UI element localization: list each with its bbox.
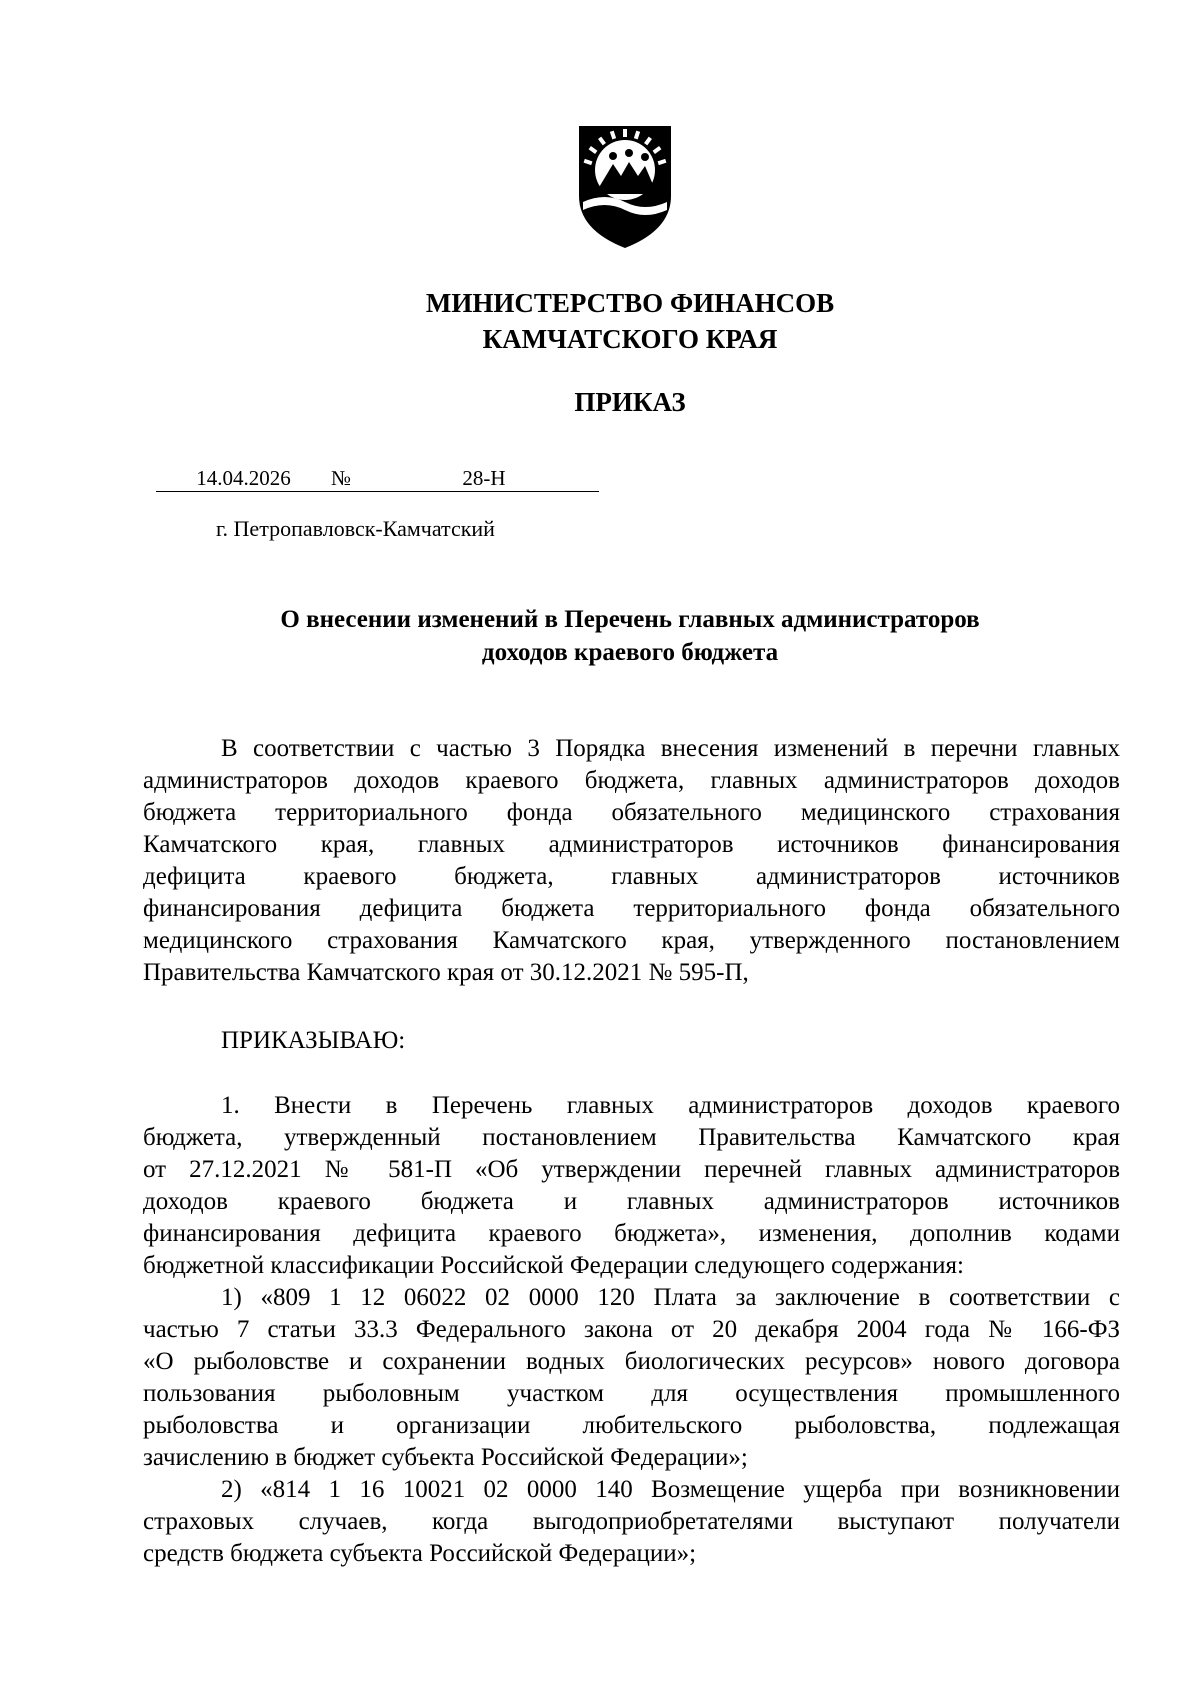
registration-line	[156, 465, 599, 492]
text-line: 1. Внести в Перечень главных администраторов доходов краевого	[221, 1092, 1120, 1119]
text-line: Правительства Камчатского края от 30.12.2021 № 595-П,	[143, 959, 749, 986]
text-line: пользования рыболовным участком для осуществления промышленного	[143, 1380, 1120, 1407]
city-of-issue: г. Петропавловск-Камчатский	[216, 516, 495, 541]
text-line: 1) «809 1 12 06022 02 0000 120 Плата за заключение в соответствии с	[221, 1284, 1120, 1311]
order-directive-word: ПРИКАЗЫВАЮ:	[221, 1027, 406, 1054]
text-line: бюджетной классификации Российской Федерации следующего содержания:	[143, 1252, 964, 1279]
text-line: финансирования дефицита краевого бюджета», изменения, дополнив кодами	[143, 1220, 1120, 1247]
text-line: бюджета территориального фонда обязательного медицинского страхования	[143, 799, 1120, 826]
text-line: рыболовства и организации любительского рыболовства, подлежащая	[143, 1412, 1120, 1439]
text-line: дефицита краевого бюджета, главных администраторов источников	[143, 863, 1120, 890]
text-line: администраторов доходов краевого бюджета, главных администраторов доходов	[143, 767, 1120, 794]
text-line: страховых случаев, когда выгодоприобретателями выступают получатели	[143, 1508, 1120, 1535]
subject-title-line-2: доходов краевого бюджета	[481, 639, 779, 666]
text-line: «О рыболовстве и сохранении водных биологических ресурсов» нового договора	[143, 1348, 1120, 1375]
ministry-name-line-1: МИНИСТЕРСТВО ФИНАНСОВ	[425, 288, 835, 318]
text-line: средств бюджета субъекта Российской Федерации»;	[143, 1540, 697, 1567]
ministry-name-line-2: КАМЧАТСКОГО КРАЯ	[482, 324, 778, 354]
number-sign: №	[331, 465, 369, 492]
subject-title-line-1: О внесении изменений в Перечень главных администраторов	[280, 606, 980, 633]
text-line: 2) «814 1 16 10021 02 0000 140 Возмещение ущерба при возникновении	[221, 1476, 1120, 1503]
kamchatka-coat-of-arms-emblem	[575, 118, 675, 251]
text-line: Камчатского края, главных администраторов источников финансирования	[143, 831, 1120, 858]
text-line: В соответствии с частью 3 Порядка внесения изменений в перечни главных	[221, 735, 1120, 762]
text-line: зачислению в бюджет субъекта Российской Федерации»;	[143, 1444, 748, 1471]
order-items	[143, 1090, 1120, 1570]
text-line: бюджета, утвержденный постановлением Правительства Камчатского края	[143, 1124, 1120, 1151]
text-line: доходов краевого бюджета и главных администраторов источников	[143, 1188, 1120, 1215]
text-line: медицинского страхования Камчатского края, утвержденного постановлением	[143, 927, 1120, 954]
text-line: от 27.12.2021 № 581-П «Об утверждении перечней главных администраторов	[143, 1156, 1120, 1183]
document-type-title: ПРИКАЗ	[574, 387, 686, 417]
text-line: финансирования дефицита бюджета территориального фонда обязательного	[143, 895, 1120, 922]
preamble-paragraph	[143, 733, 1120, 989]
order-number: 28-Н	[369, 465, 599, 492]
text-line: частью 7 статьи 33.3 Федерального закона от 20 декабря 2004 года № 166-ФЗ	[143, 1316, 1120, 1343]
order-date: 14.04.2026	[156, 465, 331, 492]
